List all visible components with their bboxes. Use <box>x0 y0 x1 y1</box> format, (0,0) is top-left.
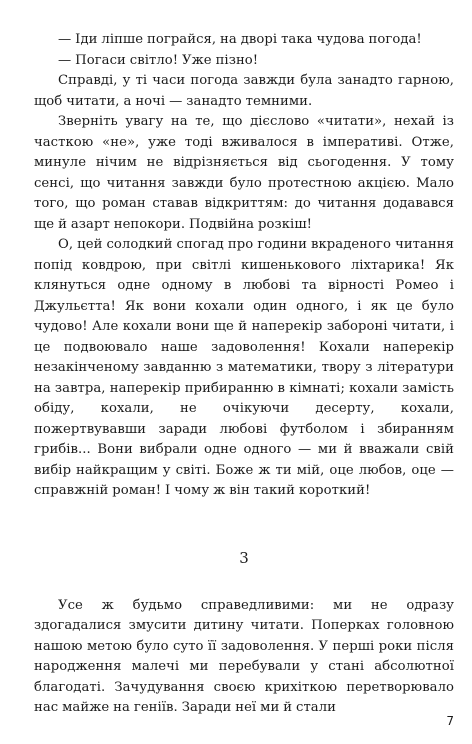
paragraph: Справді, у ті часи погода завжди була занадто гарною, щоб читати, а ночі — занадто темними. <box>34 73 454 109</box>
book-page <box>34 30 454 720</box>
paragraph: Усе ж будьмо справедливими: ми не одразу здогадалися змусити дитину читати. Поперках головною нашою метою було суто її задоволення. У перші роки після народження малечі ми перебували у стані абсолютної благодаті. Зачудування своєю крихіткою перетворювало нас майже на геніїв. Заради неї ми й стали <box>34 597 454 715</box>
section-number: 3 <box>239 548 249 567</box>
paragraph: — Іди ліпше пограйся, на дворі така чудова погода! <box>58 32 422 47</box>
paragraph: О, цей солодкий спогад про години вкраденого читання попід ковдрою, при світлі кишенькового ліхтарика! Як клянуться одне одному в любові та вірності Ромео і Джульєтта! Як вони кохали один одного, і як це було чудово! Але кохали вони ще й наперекір забороні читати, і це подвоювало наше задоволення! Кохали наперекір незакінченому завданню з математики, твору з літератури на завтра, наперекір прибиранню в кімнаті; кохали замість обіду, кохали, не очікуючи десерту, кохали, пожертвувавши заради любові футболом і збиранням грибів... Вони вибрали одне одного — ми й вважали свій вибір найкращим у світі. Боже ж ти мій, оце любов, оце — справжній роман! І чому ж він такий короткий! <box>34 237 454 498</box>
paragraph: Зверніть увагу на те, що дієслово «читати», нехай із часткою «не», уже тоді вживалося в імперативі. Отже, минуле нічим не відрізняється від сьогодення. У тому сенсі, що читання завжди було протестною акцією. Мало того, що роман ставав відкриттям: до читання додавався ще й азарт непокори. Подвійна розкіш! <box>34 114 454 232</box>
page-number: 7 <box>446 714 454 728</box>
paragraph: — Погаси світло! Уже пізно! <box>58 52 259 68</box>
